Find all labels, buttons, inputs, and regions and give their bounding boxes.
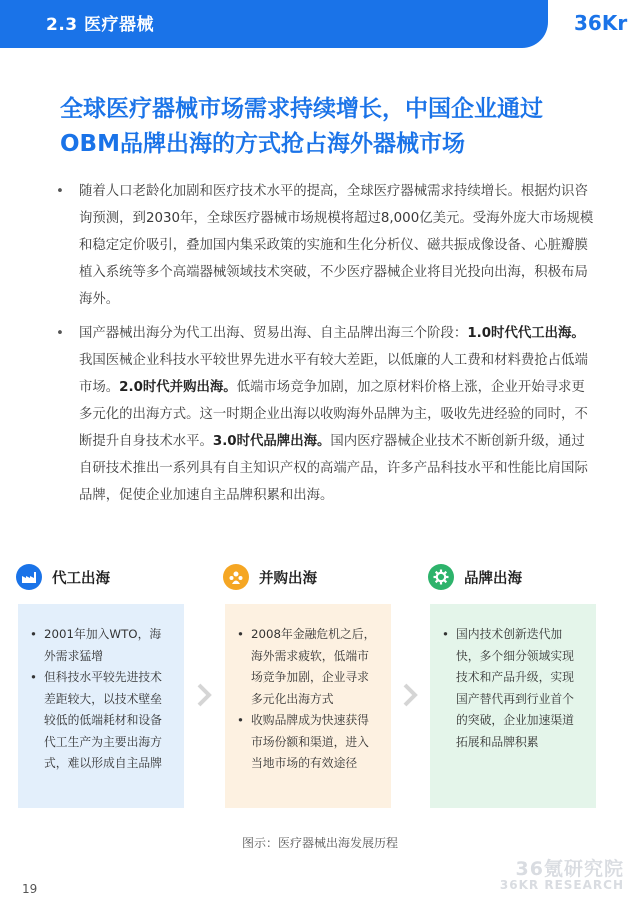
stage-title: 品牌出海 xyxy=(464,570,522,587)
logo-text: 36Kr xyxy=(574,11,628,35)
bullet-text: 国内医疗器械企业技术不断创新升级，通过自研技术推出一系列具有自主知识产权的高端产品，许多产品科技水平和性能比肩国际品牌，促使企业加速自主品牌积累和出海。 xyxy=(79,434,588,503)
stage-1-label: 1.0时代代工出海。 xyxy=(467,326,585,341)
stage-2-label: 2.0时代并购出海。 xyxy=(119,380,237,395)
bullet-text: 我国医械企业科技水平较世界先进水平有较大差距，以低廉的人工费和材料费抢占低端市场。 xyxy=(79,353,588,395)
bullet-text: 低端市场竞争加剧，加之原材料价格上涨，企业开始寻求更多元化的出海方式。这一时期企业出海以收购海外品牌为主，吸收先进经验的同时，不断提升自身技术水平。 xyxy=(79,380,588,449)
bullet-market-growth xyxy=(56,178,596,313)
chevron-right-icon xyxy=(402,682,418,708)
list-item: • 收购品牌成为快速获得市场份额和渠道，进入当地市场的有效途径 xyxy=(235,710,379,775)
stage-merger-header xyxy=(223,562,317,592)
body-bullets xyxy=(56,178,596,516)
list-item: • 但科技水平较先进技术差距较大，以技术壁垒较低的低端耗材和设备代工生产为主要出海方式，难以形成自主品牌 xyxy=(28,667,172,775)
merger-icon xyxy=(223,564,249,590)
factory-icon xyxy=(16,564,42,590)
stage-title: 代工出海 xyxy=(52,570,110,587)
gear-icon xyxy=(428,564,454,590)
stage-3-label: 3.0时代品牌出海。 xyxy=(212,434,331,449)
stage-merger-card xyxy=(225,604,391,808)
header-bar xyxy=(0,0,548,48)
stage-brand-header xyxy=(428,562,522,592)
logo-36kr xyxy=(560,0,640,48)
watermark-en: 36KR RESEARCH xyxy=(499,878,624,892)
stage-title: 并购出海 xyxy=(259,570,317,587)
chevron-right-icon xyxy=(196,682,212,708)
section-label: 2.3 医疗器械 xyxy=(46,15,155,35)
bullet-stages xyxy=(56,320,596,509)
stage-oem-header xyxy=(16,562,110,592)
bullet-text: 国产器械出海分为代工出海、贸易出海、自主品牌出海三个阶段： xyxy=(79,326,468,341)
bullet-text: 随着人口老龄化加剧和医疗技术水平的提高，全球医疗器械需求持续增长。根据灼识咨询预测，到2030年，全球医疗器械市场规模将超过8,000亿美元。受海外庞大市场规模和稳定定价吸引，叠加国内集采政策的实施和生化分析仪、磁共振成像设备、心脏瓣膜植入系统等多个高端器械领域技术突破，不少医疗器械企业将目光投向出海，积极布局海外。 xyxy=(79,184,594,307)
list-item: • 2008年金融危机之后，海外需求疲软，低端市场竞争加剧，企业寻求多元化出海方式 xyxy=(235,624,379,710)
headline: 全球医疗器械市场需求持续增长，中国企业通过OBM品牌出海的方式抢占海外器械市场 xyxy=(60,96,543,157)
stage-brand-card xyxy=(430,604,596,808)
stage-oem-card xyxy=(18,604,184,808)
figure-caption: 图示：医疗器械出海发展历程 xyxy=(241,836,398,850)
list-item: • 国内技术创新迭代加快，多个细分领域实现技术和产品升级，实现国产替代再到行业首个的突破，企业加速渠道拓展和品牌积累 xyxy=(440,624,584,753)
page-number: 19 xyxy=(22,882,38,896)
list-item: • 2001年加入WTO，海外需求猛增 xyxy=(28,624,172,667)
watermark-cn: 36氪研究院 xyxy=(515,858,624,880)
